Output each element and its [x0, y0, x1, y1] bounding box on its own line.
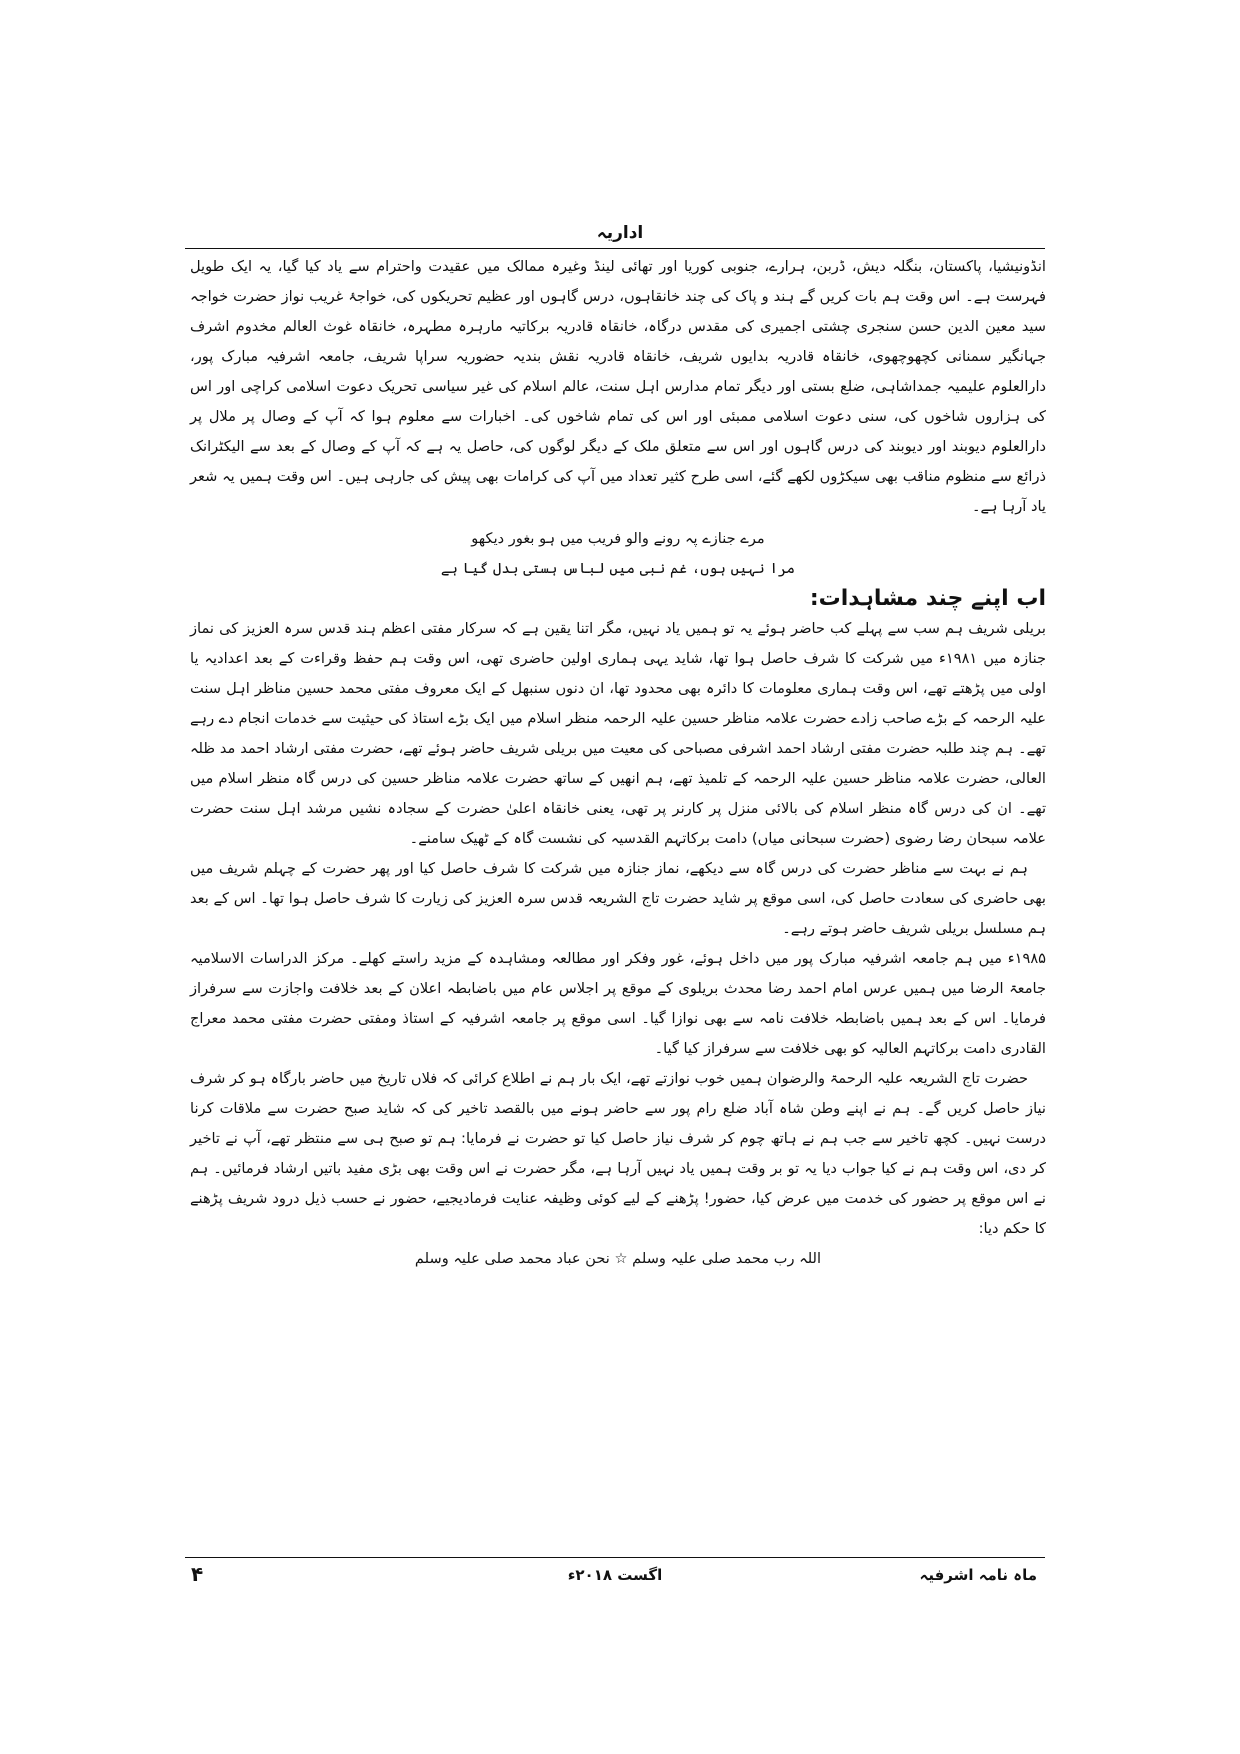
issue-date: اگست ۲۰۱۸ء: [567, 1566, 663, 1584]
paragraph-2: بریلی شریف ہم سب سے پہلے کب حاضر ہوئے یہ تو ہمیں یاد نہیں، مگر اتنا یقین ہے کہ سرکار مفتی اعظم ہند قدس سرہ العزیز کی نماز جنازہ میں ۱۹۸۱ء میں شرکت کا شرف حاصل ہوا تھا، شاید یہی ہماری اولین حاضری تھی، اس وقت ہم حفظ وقراءت کے بعد اعدادیہ یا اولی میں پڑھتے تھے، اس وقت ہماری معلومات کا دائرہ بھی محدود تھا، ان دنوں سنبھل کے ایک معروف مفتی محمد حسین مناظر اہل سنت علیہ الرحمہ کے بڑے صاحب زادے حضرت علامہ مناظر حسین علیہ الرحمہ منظر اسلام میں ایک بڑے استاذ کی حیثیت سے خدمات انجام دے رہے تھے۔ ہم چند طلبہ حضرت مفتی ارشاد احمد اشرفی مصباحی کی معیت میں بریلی شریف حاضر ہوئے تھے، حضرت مفتی ارشاد احمد مد ظلہ العالی، حضرت علامہ مناظر حسین علیہ الرحمہ کے تلمیذ تھے، ہم انھیں کے ساتھ حضرت علامہ مناظر حسین کی درس گاہ منظر اسلام میں تھے۔ ان کی درس گاہ منظر اسلام کی بالائی منزل پر کارنر پر تھی، یعنی خانقاہ اعلیٰ حضرت کے سجادہ نشیں مرشد اہل سنت حضرت علامہ سبحان رضا رضوی (حضرت سبحانی میاں) دامت برکاتہم القدسیہ کی نشست گاہ کے ٹھیک سامنے۔: [190, 620, 1046, 847]
verse-line-2: مرا نہیں ہوں، غم نبی میں لباس ہستی بدل گیا ہے: [440, 560, 796, 577]
paragraph-4: ۱۹۸۵ء میں ہم جامعہ اشرفیہ مبارک پور میں داخل ہوئے، غور وفکر اور مطالعہ ومشاہدہ کے مزید راستے کھلے۔ مرکز الدراسات الاسلامیہ جامعۃ الرضا میں ہمیں عرس امام احمد رضا محدث بریلوی کے موقع پر اجلاس عام میں باضابطہ اعلان کے بعد خلافت واجازت سے سرفراز فرمایا۔ اس کے بعد ہمیں باضابطہ خلافت نامہ سے بھی نوازا گیا۔ اسی موقع پر جامعہ اشرفیہ کے استاذ ومفتی حضرت مفتی محمد معراج القادری دامت برکاتہم العالیہ کو بھی خلافت سے سرفراز کیا گیا۔: [190, 950, 1046, 1057]
magazine-name: ماہ نامہ اشرفیہ: [919, 1566, 1037, 1584]
page-header-title: اداریہ: [596, 223, 644, 243]
section-subheading: اب اپنے چند مشاہدات:: [809, 586, 1046, 611]
paragraph-3: ہم نے بہت سے مناظر حضرت کی درس گاہ سے دیکھے، نماز جنازہ میں شرکت کا شرف حاصل کیا اور پھر حضرت کے چہلم شریف میں بھی حاضری کی سعادت حاصل کی، اسی موقع پر شاید حضرت تاج الشریعہ قدس سرہ العزیز کی زیارت کا شرف حاصل ہوا تھا۔ اس کے بعد ہم مسلسل بریلی شریف حاضر ہوتے رہے۔: [190, 860, 1046, 937]
verse-line-1: مرے جنازے پہ رونے والو فریب میں ہو بغور دیکھو: [471, 530, 765, 547]
page-footer: [185, 1562, 1045, 1592]
paragraph-5: حضرت تاج الشریعہ علیہ الرحمۃ والرضوان ہمیں خوب نوازتے تھے، ایک بار ہم نے اطلاع کرائی کہ فلاں تاریخ میں حاضر بارگاہ ہو کر شرف نیاز حاصل کریں گے۔ ہم نے اپنے وطن شاہ آباد ضلع رام پور سے حاضر ہونے میں بالقصد تاخیر کی کہ شاید صبح حضرت سے ملاقات کرنا درست نہیں۔ کچھ تاخیر سے جب ہم نے ہاتھ چوم کر شرف نیاز حاصل کیا تو حضرت نے فرمایا: ہم تو صبح ہی سے منتظر تھے، آپ نے تاخیر کر دی، اس وقت ہم نے کیا جواب دیا یہ تو بر وقت ہمیں یاد نہیں آرہا ہے، مگر حضرت نے اس وقت بھی بڑی مفید باتیں ارشاد فرمائیں۔ ہم نے اس موقع پر حضور کی خدمت میں عرض کیا، حضور! پڑھنے کے لیے کوئی وظیفہ عنایت فرمادیجیے، حضور نے حسب ذیل درود شریف پڑھنے کا حکم دیا:: [190, 1070, 1046, 1237]
durood-line: اللہ رب محمد صلی علیہ وسلم ☆ نحن عباد محمد صلی علیہ وسلم: [414, 1250, 822, 1267]
header-divider: [185, 248, 1045, 249]
article-body: [190, 252, 1046, 1274]
page-number: ۴: [191, 1562, 204, 1586]
paragraph-1: انڈونیشیا، پاکستان، بنگلہ دیش، ڈربن، ہرارے، جنوبی کوریا اور تھائی لینڈ وغیرہ ممالک میں عقیدت واحترام سے یاد کیا گیا، یہ ایک طویل فہرست ہے۔ اس وقت ہم بات کریں گے ہند و پاک کی چند خانقاہوں، درس گاہوں اور عظیم تحریکوں کی، خواجۂ غریب نواز حضرت خواجہ سید معین الدین حسن سنجری چشتی اجمیری کی مقدس درگاہ، خانقاہ قادریہ برکاتیہ مارہرہ مطہرہ، خانقاہ غوث العالم مخدوم اشرف جہانگیر سمنانی کچھوچھوی، خانقاہ قادریہ بدایوں شریف، خانقاہ قادریہ نقش بندیہ حضوریہ سراپا شریف، جامعہ اشرفیہ مبارک پور، دارالعلوم علیمیہ جمداشاہی، ضلع بستی اور دیگر تمام مدارس اہل سنت، عالم اسلام کی غیر سیاسی تحریک دعوت اسلامی کراچی اور اس کی ہزاروں شاخوں کی، سنی دعوت اسلامی ممبئی اور اس کی تمام شاخوں کی۔ اخبارات سے معلوم ہوا کہ آپ کے وصال پر ملال پر دارالعلوم دیوبند اور دیوبند کی درس گاہوں اور اس سے متعلق ملک کے دیگر لوگوں کی، حاصل یہ ہے کہ آپ کے وصال کے بعد سے الیکٹرانک ذرائع سے منظوم مناقب بھی سیکڑوں لکھے گئے، اسی طرح کثیر تعداد میں آپ کی کرامات بھی پیش کی جارہی ہیں۔ اس وقت ہمیں یہ شعر یاد آرہا ہے۔: [190, 258, 1046, 515]
poetry-couplet: [190, 524, 1046, 584]
footer-divider: [185, 1557, 1045, 1558]
